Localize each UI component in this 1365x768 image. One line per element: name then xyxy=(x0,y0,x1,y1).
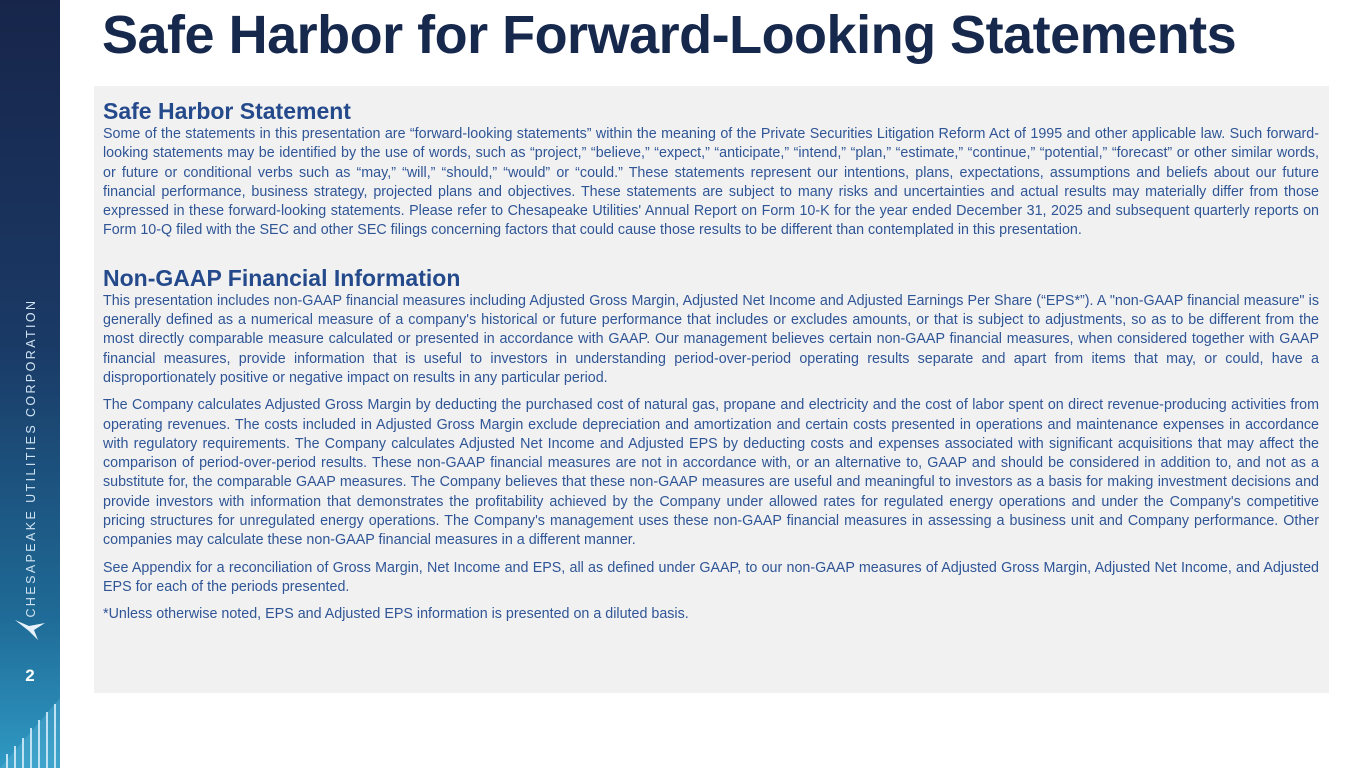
non-gaap-paragraph-3: See Appendix for a reconciliation of Gross Margin, Net Income and EPS, all as defined under GAAP, to our non-GAAP measures of Adjusted Gross Margin, Adjusted Net Income, and Adjusted EPS for each of the periods presented. xyxy=(103,559,1319,595)
non-gaap-heading: Non-GAAP Financial Information xyxy=(103,264,461,291)
decorative-bars xyxy=(0,698,60,768)
page-title: Safe Harbor for Forward-Looking Statements xyxy=(102,5,1237,65)
bird-logo-icon xyxy=(14,616,46,642)
content-panel xyxy=(94,86,1329,693)
safe-harbor-body: Some of the statements in this presentation are “forward-looking statements” within the meaning of the Private Securities Litigation Reform Act of 1995 and other applicable law. Such forward-looking statements may be identified by the use of words, such as “project,” “believe,” “expect,” “anticipate,” “intend,” “plan,” “estimate,” “continue,” “potential,” “forecast” or other similar words, or future or conditional verbs such as “may,” “will,” “should,” “would” or “could.” These statements represent our intentions, plans, expectations, assumptions and beliefs about our future financial performance, business strategy, projected plans and objectives. These statements are subject to many risks and uncertainties and actual results may materially differ from those expressed in these forward-looking statements. Please refer to Chesapeake Utilities' Annual Report on Form 10-K for the year ended December 31, 2025 and subsequent quarterly reports on Form 10-Q filed with the SEC and other SEC filings concerning factors that could cause those results to be different than contemplated in this presentation. xyxy=(103,126,1319,239)
eps-footnote: *Unless otherwise noted, EPS and Adjusted EPS information is presented on a diluted basis. xyxy=(103,606,689,623)
content-body xyxy=(103,98,1319,625)
non-gaap-paragraph-1: This presentation includes non-GAAP financial measures including Adjusted Gross Margin, Adjusted Net Income and Adjusted Earnings Per Share (“EPS*”). A "non-GAAP financial measure" is generally defined as a numerical measure of a company's historical or future performance that includes or excludes amounts, or that is subject to adjustments, so as to be different from the most directly comparable measure calculated or presented in accordance with GAAP. Our management believes certain non-GAAP financial measures, when considered together with GAAP financial measures, provide information that is useful to investors in understanding period-over-period operating results separate and apart from items that may, or could, have a disproportionately positive or negative impact on results in any particular period. xyxy=(103,292,1319,386)
page-number: 2 xyxy=(25,666,35,685)
sidebar xyxy=(0,0,60,768)
sidebar-company-name: CHESAPEAKE UTILITIES CORPORATION xyxy=(24,298,38,618)
safe-harbor-heading: Safe Harbor Statement xyxy=(103,98,351,124)
non-gaap-paragraph-2: The Company calculates Adjusted Gross Margin by deducting the purchased cost of natural gas, propane and electricity and the cost of labor spent on direct revenue-producing activities from operating revenues. The costs included in Adjusted Gross Margin exclude depreciation and amortization and certain costs presented in operations and maintenance expenses in accordance with regulatory requirements. The Company calculates Adjusted Net Income and Adjusted EPS by deducting costs and expenses associated with significant acquisitions that may affect the comparison of period-over-period results. These non-GAAP financial measures are not in accordance with, or an alternative to, GAAP and should be considered in addition to, and not as a substitute for, the comparable GAAP measures. The Company believes that these non-GAAP measures are useful and meaningful to investors as a basis for making investment decisions and provide investors with information that demonstrates the profitability achieved by the Company under allowed rates for regulated energy operations and under the Company's competitive pricing structures for unregulated energy operations. The Company's management uses these non-GAAP financial measures in assessing a business unit and Company performance. Other companies may calculate these non-GAAP financial measures in a different manner. xyxy=(103,397,1319,549)
